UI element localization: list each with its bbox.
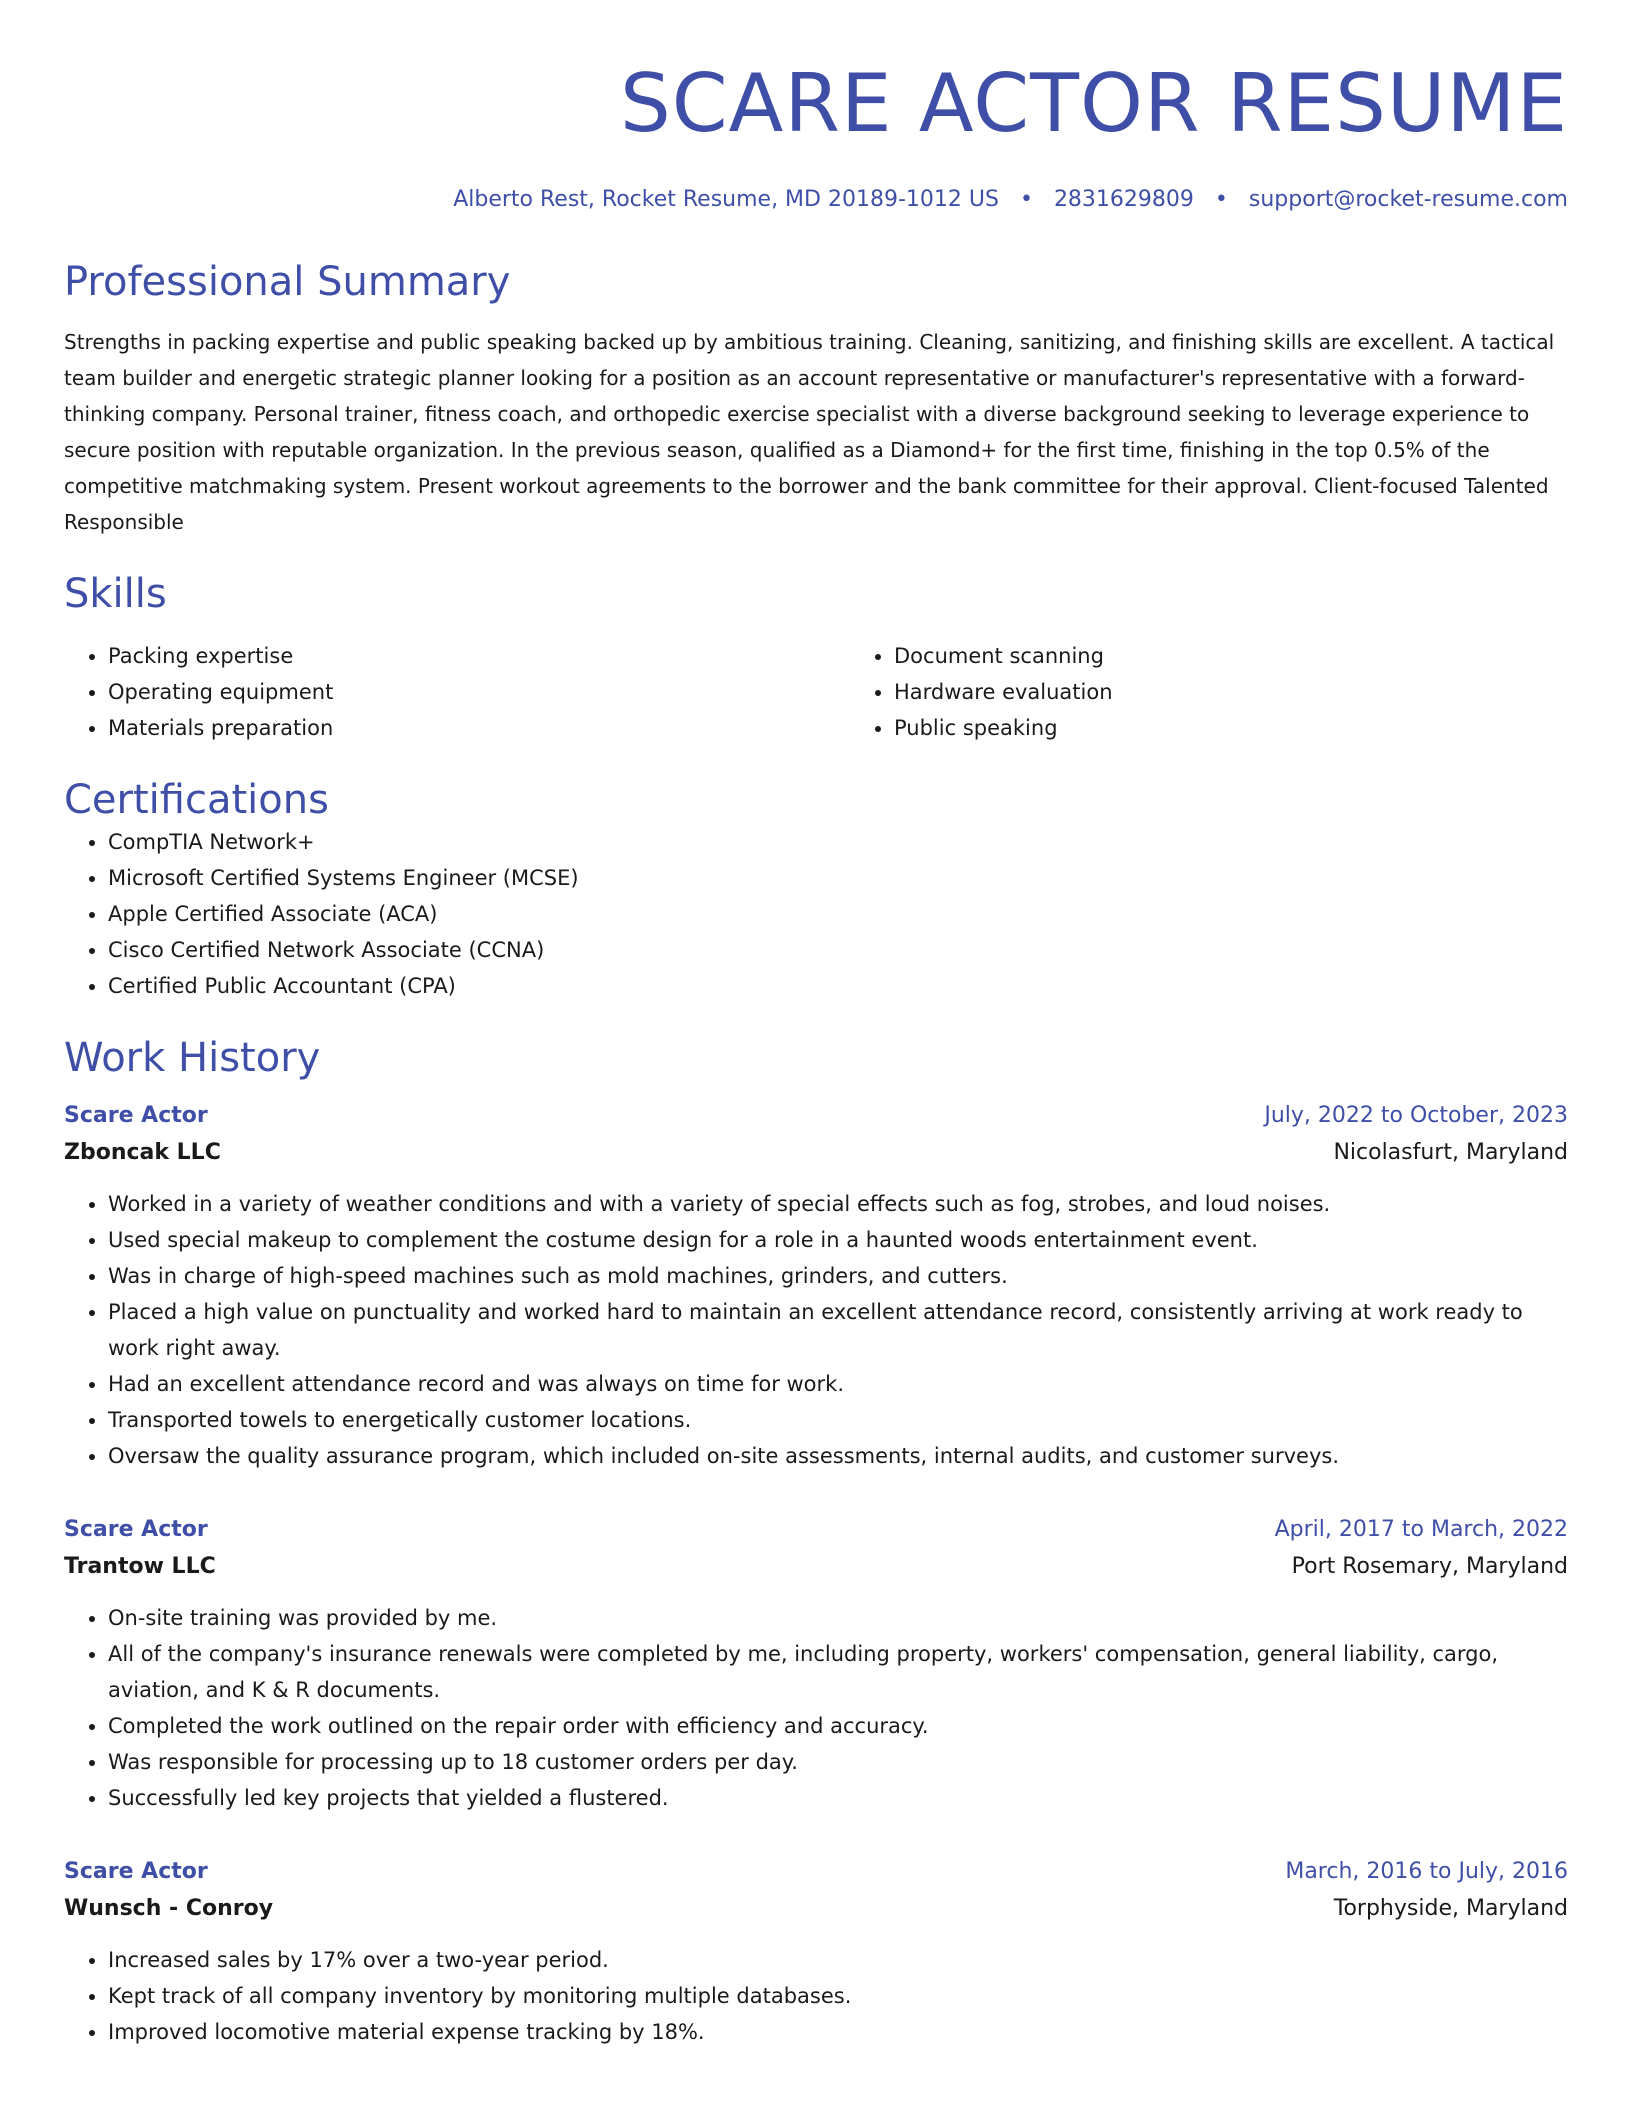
section-title-work-history: Work History [64, 1035, 321, 1081]
certification-item: • Certified Public Accountant (CPA) [108, 968, 1568, 1004]
job-bullet: • Was in charge of high-speed machines such as mold machines, grinders, and cutters. [108, 1258, 1568, 1294]
skill-item: • Operating equipment [108, 674, 850, 710]
section-title-skills: Skills [64, 571, 167, 617]
job-dates: March, 2016 to July, 2016 [1285, 1859, 1568, 1884]
job-bullet: • Kept track of all company inventory by monitoring multiple databases. [108, 1978, 1568, 2014]
job-company: Trantow LLC [64, 1554, 216, 1579]
skill-item: • Public speaking [894, 710, 1632, 746]
job-bullet: • Was responsible for processing up to 18 customer orders per day. [108, 1744, 1568, 1780]
job-bullet: • Worked in a variety of weather conditions and with a variety of special effects such as fog, strobes, and loud noises. [108, 1186, 1568, 1222]
job-header-row [64, 1512, 1568, 1548]
job-entry [64, 1512, 1568, 1816]
summary-text: Strengths in packing expertise and public speaking backed up by ambitious training. Cleaning, sanitizing, and finishing skills are excellent. A tactical team builder and energetic strategic planner looking for a position as an account representative or manufacturer's representative with a forward-thinking company. Personal trainer, fitness coach, and orthopedic exercise specialist with a diverse background seeking to leverage experience to secure position with reputable organization. In the previous season, qualified as a Diamond+ for the first time, finishing in the top 0.5% of the competitive matchmaking system. Present workout agreements to the borrower and the bank committee for their approval. Client-focused Talented Responsible [64, 330, 1555, 534]
job-bullet: • Improved locomotive material expense tracking by 18%. [108, 2014, 1568, 2050]
certification-item: • Apple Certified Associate (ACA) [108, 896, 1568, 932]
job-bullet: • Successfully led key projects that yielded a flustered. [108, 1780, 1568, 1816]
job-company: Zboncak LLC [64, 1140, 221, 1165]
job-company-row [64, 1134, 1568, 1172]
contact-phone: 2831629809 [1053, 187, 1194, 212]
job-title: Scare Actor [64, 1859, 208, 1884]
skill-item: • Hardware evaluation [894, 674, 1632, 710]
job-header-row [64, 1854, 1568, 1890]
skill-item: • Packing expertise [108, 638, 850, 674]
contact-separator: • [1214, 187, 1228, 212]
job-bullet: • Transported towels to energetically customer locations. [108, 1402, 1568, 1438]
job-bullets [64, 1942, 1568, 2050]
job-company-row [64, 1548, 1568, 1586]
job-bullets [64, 1186, 1568, 1474]
job-bullet: • Oversaw the quality assurance program, which included on-site assessments, internal audits, and customer surveys. [108, 1438, 1568, 1474]
job-bullets [64, 1600, 1568, 1816]
job-location: Port Rosemary, Maryland [1291, 1554, 1568, 1579]
job-company-row [64, 1890, 1568, 1928]
job-location: Torphyside, Maryland [1333, 1896, 1568, 1921]
resume-header [64, 56, 1568, 214]
certifications-list [64, 824, 1568, 1004]
job-company: Wunsch - Conroy [64, 1896, 274, 1921]
job-entry [64, 1098, 1568, 1474]
job-header-row [64, 1098, 1568, 1134]
job-title: Scare Actor [64, 1517, 208, 1542]
job-bullet: • Placed a high value on punctuality and worked hard to maintain an excellent attendance record, consistently arriving at work ready to work right away. [108, 1294, 1568, 1366]
job-bullet: • Used special makeup to complement the costume design for a role in a haunted woods entertainment event. [108, 1222, 1568, 1258]
section-title-summary: Professional Summary [64, 259, 511, 305]
contact-email: support@rocket-resume.com [1248, 187, 1568, 212]
job-dates: July, 2022 to October, 2023 [1264, 1103, 1568, 1128]
skills-list-right [850, 638, 1632, 746]
job-bullet: • All of the company's insurance renewals were completed by me, including property, workers' compensation, general liability, cargo, aviation, and K & R documents. [108, 1636, 1568, 1708]
contact-line [64, 186, 1568, 214]
certification-item: • Cisco Certified Network Associate (CCNA) [108, 932, 1568, 968]
job-bullet: • Increased sales by 17% over a two-year period. [108, 1942, 1568, 1978]
job-bullet: • Had an excellent attendance record and was always on time for work. [108, 1366, 1568, 1402]
job-title: Scare Actor [64, 1103, 208, 1128]
skill-item: • Materials preparation [108, 710, 850, 746]
contact-address: Alberto Rest, Rocket Resume, MD 20189-1012 US [453, 187, 999, 212]
certification-item: • Microsoft Certified Systems Engineer (MCSE) [108, 860, 1568, 896]
job-dates: April, 2017 to March, 2022 [1274, 1517, 1568, 1542]
job-bullet: • On-site training was provided by me. [108, 1600, 1568, 1636]
skill-item: • Document scanning [894, 638, 1632, 674]
section-title-certifications: Certifications [64, 777, 329, 823]
job-entry [64, 1854, 1568, 2050]
contact-separator: • [1019, 187, 1033, 212]
job-bullet: • Completed the work outlined on the repair order with efficiency and accuracy. [108, 1708, 1568, 1744]
resume-title: SCARE ACTOR RESUME [620, 57, 1568, 150]
skills-grid [64, 638, 1568, 746]
skills-list-left [64, 638, 850, 746]
certification-item: • CompTIA Network+ [108, 824, 1568, 860]
job-location: Nicolasfurt, Maryland [1333, 1140, 1568, 1165]
